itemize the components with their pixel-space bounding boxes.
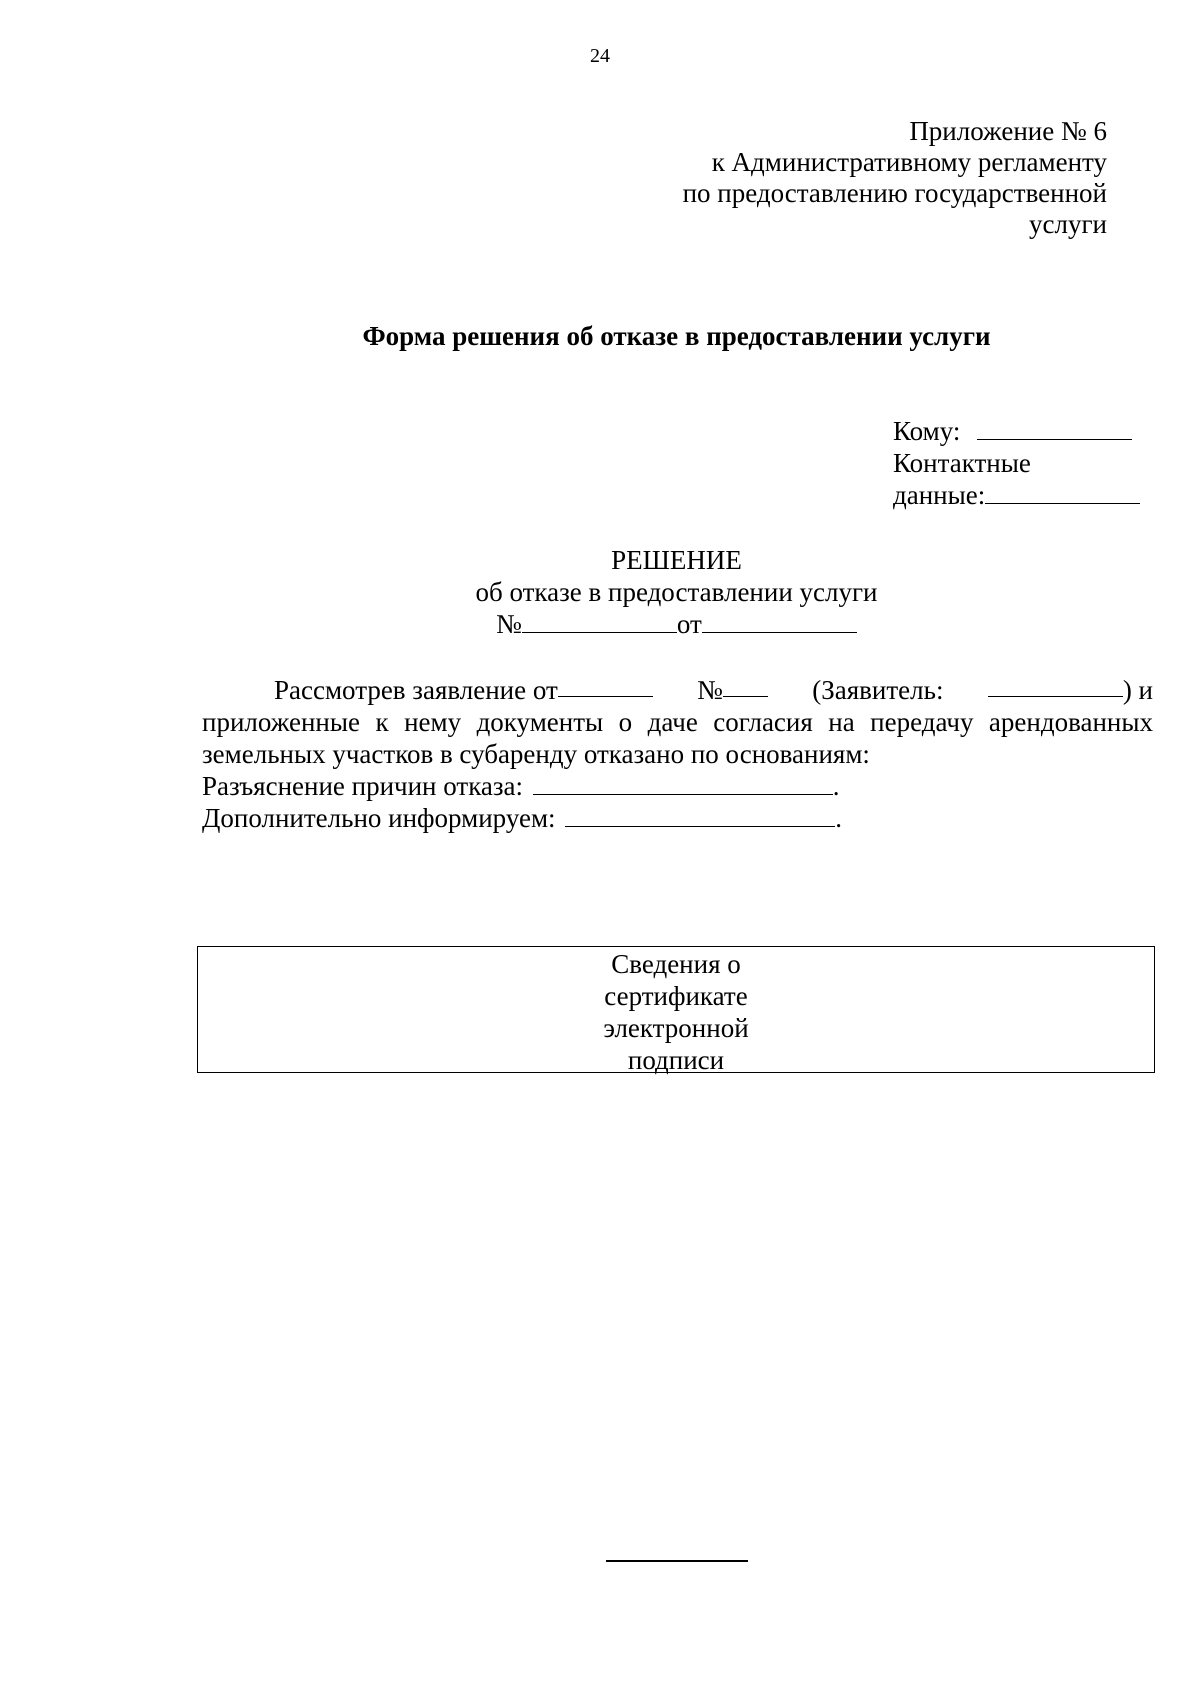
applicant-field[interactable]	[988, 674, 1123, 697]
appendix-line-4: услуги	[1029, 209, 1107, 239]
recipient-contacts-label-2: данные:	[893, 480, 986, 510]
decision-heading: РЕШЕНИЕ	[611, 545, 742, 575]
decision-number-field[interactable]	[522, 610, 677, 633]
recipient-to-field[interactable]	[977, 417, 1132, 440]
application-date-field[interactable]	[558, 674, 653, 697]
recipient-to-label: Кому:	[893, 416, 961, 446]
signature-box-line-3: электронной	[603, 1013, 749, 1043]
signature-box-line-2: сертификате	[604, 981, 748, 1011]
p1-start: Рассмотрев заявление от	[274, 675, 558, 705]
additional-info-line	[202, 802, 1153, 834]
additional-field[interactable]	[565, 804, 835, 827]
p1-close: ) и	[1122, 675, 1154, 705]
signature-box-line-1: Сведения о	[611, 949, 741, 979]
reasons-line	[202, 770, 1153, 802]
application-number-field[interactable]	[723, 674, 768, 697]
recipient-contacts-line	[893, 479, 1140, 511]
p1-number-label: №	[697, 675, 723, 705]
decision-date-field[interactable]	[702, 610, 857, 633]
recipient-contacts-label-1: Контактные	[893, 448, 1031, 478]
footer-separator	[606, 1560, 748, 1562]
paragraph-line-2: приложенные к нему документы о даче согласия на передачу арендованных	[202, 707, 1153, 737]
page-number: 24	[590, 45, 610, 67]
decision-number-date-line	[0, 608, 1200, 640]
electronic-signature-box	[197, 946, 1155, 1073]
reasons-field[interactable]	[533, 772, 833, 795]
p1-applicant-label: (Заявитель:	[812, 675, 944, 705]
additional-label: Дополнительно информируем:	[202, 803, 556, 833]
decision-body	[202, 674, 1153, 834]
additional-end: .	[835, 803, 843, 833]
appendix-line-2: к Административному регламенту	[711, 147, 1107, 177]
decision-number-label: №	[496, 609, 522, 639]
appendix-header	[683, 116, 1107, 240]
reasons-end: .	[832, 771, 840, 801]
paragraph-line-1	[202, 674, 1153, 706]
recipient-block	[893, 415, 1140, 511]
decision-header	[0, 544, 1200, 640]
recipient-contacts-field[interactable]	[985, 481, 1140, 504]
form-title: Форма решения об отказе в предоставлении услуги	[362, 321, 991, 351]
appendix-line-1: Приложение № 6	[909, 116, 1107, 146]
signature-box-line-4: подписи	[627, 1045, 725, 1075]
decision-paragraph	[202, 674, 1153, 770]
decision-subtitle: об отказе в предоставлении услуги	[475, 577, 878, 607]
decision-date-label: от	[676, 609, 702, 639]
appendix-line-3: по предоставлению государственной	[682, 178, 1107, 208]
paragraph-line-3: земельных участков в субаренду отказано по основаниям:	[202, 739, 870, 769]
reasons-label: Разъяснение причин отказа:	[202, 771, 524, 801]
recipient-to-line	[893, 415, 1140, 447]
